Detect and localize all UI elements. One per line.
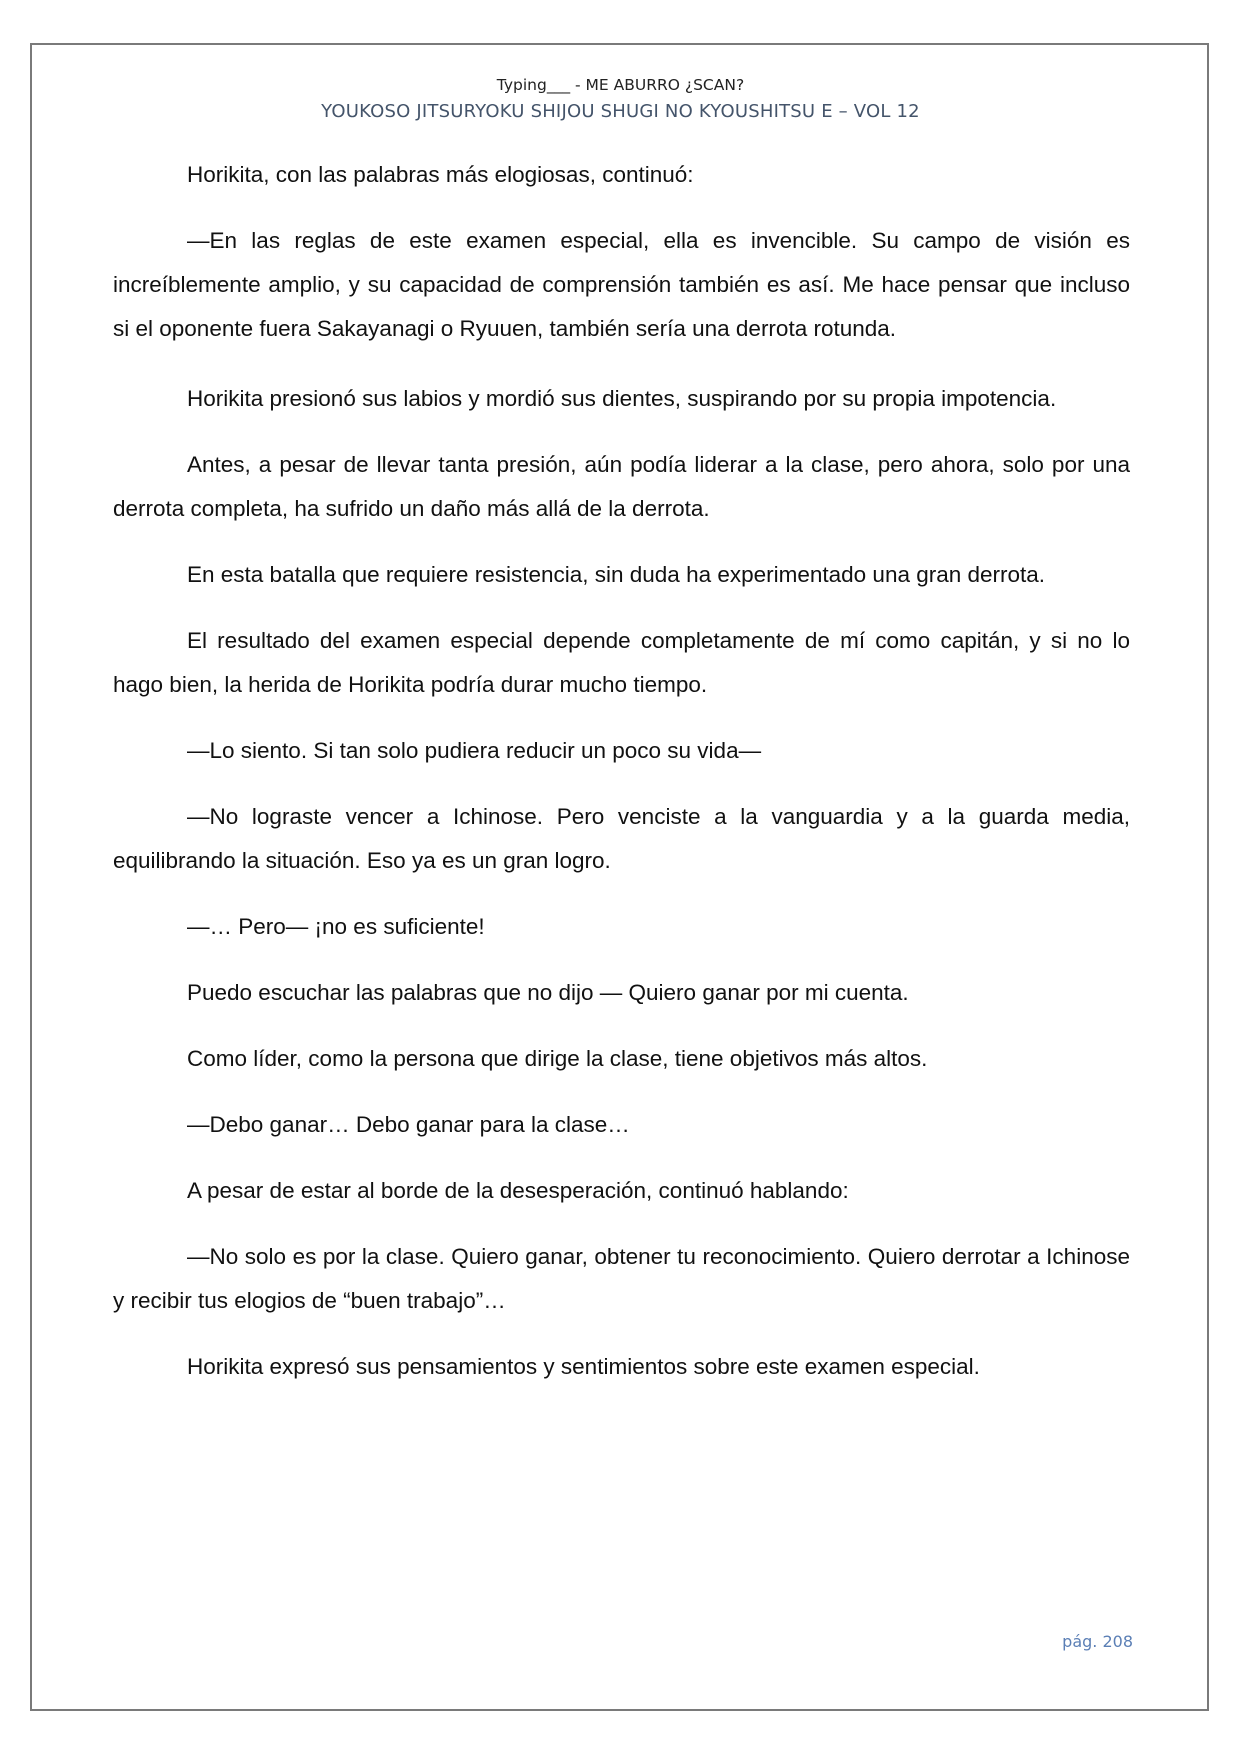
paragraph: Horikita expresó sus pensamientos y sentimientos sobre este examen especial.	[187, 1354, 980, 1379]
page-number: pág. 208	[1062, 1632, 1133, 1651]
paragraph: Horikita, con las palabras más elogiosas, continuó:	[187, 162, 694, 187]
paragraph: El resultado del examen especial depende completamente de mí como capitán, y si no lo hago bien, la herida de Horikita podría durar mucho tiempo.	[113, 628, 1130, 697]
paragraph: —Debo ganar… Debo ganar para la clase…	[187, 1112, 630, 1137]
paragraph: Puedo escuchar las palabras que no dijo — Quiero ganar por mi cuenta.	[187, 980, 909, 1005]
paragraph: —… Pero— ¡no es suficiente!	[187, 914, 485, 939]
header-credit: Typing___ - ME ABURRO ¿SCAN?	[496, 76, 745, 94]
paragraph: —No solo es por la clase. Quiero ganar, obtener tu reconocimiento. Quiero derrotar a Ichinose y recibir tus elogios de “buen trabajo”…	[113, 1244, 1130, 1313]
paragraph: Como líder, como la persona que dirige la clase, tiene objetivos más altos.	[187, 1046, 928, 1071]
header-title: YOUKOSO JITSURYOKU SHIJOU SHUGI NO KYOUSHITSU E – VOL 12	[321, 101, 920, 122]
paragraph: —No lograste vencer a Ichinose. Pero venciste a la vanguardia y a la guarda media, equilibrando la situación. Eso ya es un gran logro.	[113, 804, 1130, 873]
paragraph: En esta batalla que requiere resistencia, sin duda ha experimentado una gran derrota.	[187, 562, 1046, 587]
paragraph: Horikita presionó sus labios y mordió sus dientes, suspirando por su propia impotencia.	[187, 386, 1057, 411]
paragraph: —En las reglas de este examen especial, ella es invencible. Su campo de visión es increíblemente amplio, y su capacidad de comprensión también es así. Me hace pensar que incluso si el oponente fuera Sakayanagi o Ryuuen, también sería una derrota rotunda.	[113, 228, 1130, 341]
paragraph: —Lo siento. Si tan solo pudiera reducir un poco su vida—	[187, 738, 762, 763]
paragraph: A pesar de estar al borde de la desesperación, continuó hablando:	[187, 1178, 849, 1203]
paragraph: Antes, a pesar de llevar tanta presión, aún podía liderar a la clase, pero ahora, solo por una derrota completa, ha sufrido un daño más allá de la derrota.	[113, 452, 1130, 521]
body-text	[113, 153, 1130, 1389]
